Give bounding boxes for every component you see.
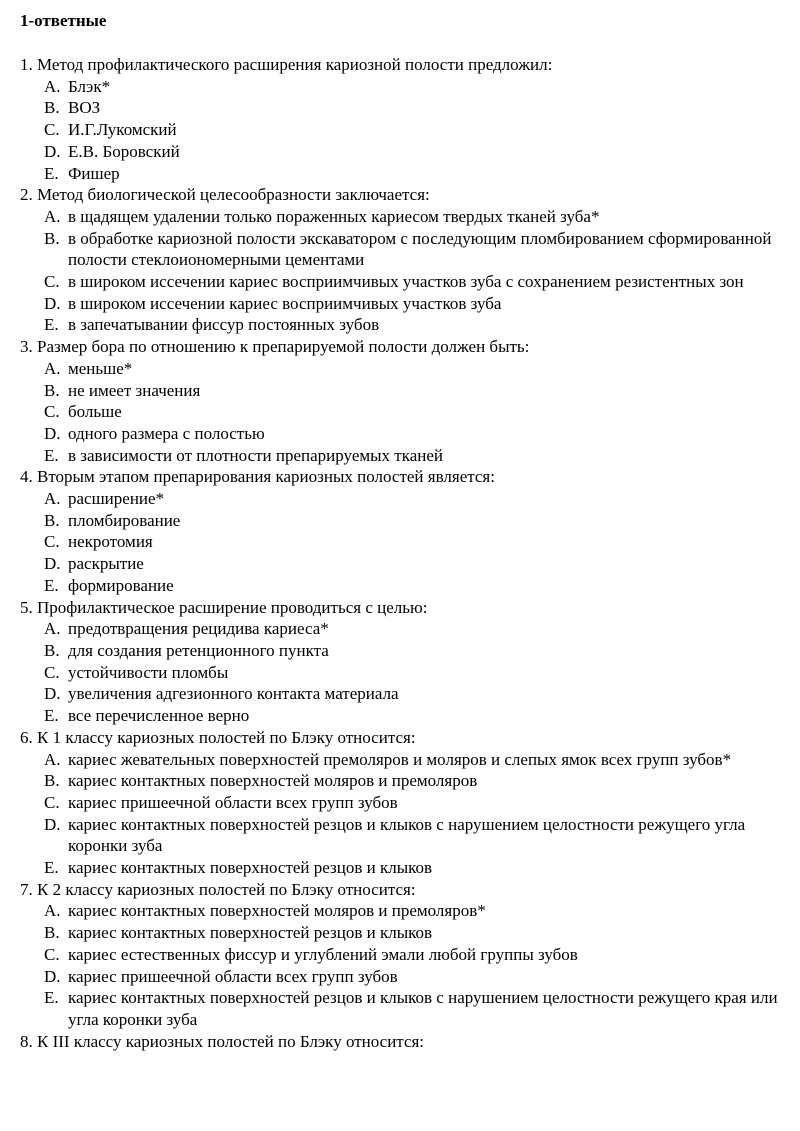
question-8 (20, 1031, 800, 1053)
option-letter: A. (44, 901, 61, 921)
option-text: в широком иссечении кариес восприимчивых участков зуба (68, 293, 502, 313)
option-letter: E. (44, 988, 59, 1008)
option-letter: E. (44, 315, 59, 335)
answer-option (20, 640, 800, 662)
answer-option (20, 163, 800, 185)
answer-option (20, 488, 800, 510)
option-text: кариес контактных поверхностей резцов и клыков (68, 858, 433, 878)
answer-option (20, 510, 800, 532)
option-letter: D. (44, 966, 61, 986)
option-letter: C. (44, 402, 60, 422)
answer-option (20, 380, 800, 402)
option-text: одного размера с полостью (68, 423, 265, 443)
option-letter: C. (44, 944, 60, 964)
option-letter: A. (44, 619, 61, 639)
answer-option (20, 662, 800, 684)
answer-option (20, 705, 800, 727)
answer-option (20, 531, 800, 553)
option-letter: A. (44, 749, 61, 769)
option-letter: D. (44, 814, 61, 834)
option-text: кариес жевательных поверхностей премоляров и моляров и слепых ямок всех групп зубов* (68, 749, 732, 769)
answer-option (20, 749, 800, 771)
option-text: расширение* (68, 489, 165, 509)
option-text: в зависимости от плотности препарируемых тканей (68, 445, 444, 465)
question-text: 5. Профилактическое расширение проводиться с целью: (20, 597, 428, 617)
option-letter: E. (44, 858, 59, 878)
option-letter: D. (44, 141, 61, 161)
option-list (20, 618, 800, 727)
option-letter: C. (44, 662, 60, 682)
answer-option (20, 553, 800, 575)
question-6 (20, 727, 800, 879)
question-text: 1. Метод профилактического расширения кариозной полости предложил: (20, 55, 553, 74)
answer-option (20, 141, 800, 163)
option-text: кариес контактных поверхностей резцов и клыков (68, 923, 433, 943)
option-text: в запечатывании фиссур постоянных зубов (68, 315, 380, 335)
question-text: 3. Размер бора по отношению к препарируемой полости должен быть: (20, 337, 530, 357)
option-letter: C. (44, 120, 60, 140)
option-text: Блэк* (68, 76, 111, 96)
option-letter: A. (44, 489, 61, 509)
option-list (20, 900, 800, 1030)
question-4 (20, 466, 800, 596)
option-letter: C. (44, 532, 60, 552)
answer-option (20, 944, 800, 966)
answer-option (20, 293, 800, 315)
option-text: кариес контактных поверхностей моляров и премоляров* (68, 901, 486, 921)
option-text: увеличения адгезионного контакта материала (68, 684, 399, 704)
option-text: раскрытие (68, 554, 144, 574)
answer-option (20, 618, 800, 640)
answer-option (20, 314, 800, 336)
answer-option (20, 575, 800, 597)
option-letter: E. (44, 445, 59, 465)
option-letter: E. (44, 163, 59, 183)
answer-option (20, 76, 800, 98)
option-letter: D. (44, 554, 61, 574)
option-text: в щадящем удалении только пораженных кариесом твердых тканей зуба* (68, 206, 600, 226)
answer-option (20, 445, 800, 467)
option-text: предотвращения рецидива кариеса* (68, 619, 329, 639)
option-letter: A. (44, 206, 61, 226)
option-list (20, 76, 800, 185)
option-letter: D. (44, 423, 61, 443)
option-text: некротомия (68, 532, 153, 552)
option-text: в обработке кариозной полости экскаватором с последующим пломбированием сформированной полости стеклоиономерными цементами (68, 228, 772, 270)
answer-option (20, 271, 800, 293)
question-5 (20, 597, 800, 727)
option-letter: A. (44, 76, 61, 96)
answer-option (20, 814, 800, 857)
answer-option (20, 119, 800, 141)
answer-option (20, 401, 800, 423)
option-letter: D. (44, 293, 61, 313)
option-text: кариес контактных поверхностей моляров и премоляров (68, 771, 478, 791)
answer-option (20, 206, 800, 228)
option-letter: A. (44, 358, 61, 378)
question-text: 4. Вторым этапом препарирования кариозных полостей является: (20, 467, 495, 487)
option-text: Е.В. Боровский (68, 141, 180, 161)
option-letter: B. (44, 640, 60, 660)
option-text: кариес пришеечной области всех групп зубов (68, 792, 398, 812)
option-text: кариес контактных поверхностей резцов и клыков с нарушением целостности режущего края или угла коронки зуба (68, 988, 778, 1029)
option-text: ВОЗ (68, 98, 101, 118)
question-text: 7. К 2 классу кариозных полостей по Блэку относится: (20, 879, 416, 899)
answer-option (20, 966, 800, 988)
option-list (20, 358, 800, 467)
question-text: 2. Метод биологической целесообразности заключается: (20, 185, 430, 205)
option-letter: B. (44, 228, 60, 248)
option-list (20, 488, 800, 597)
option-letter: D. (44, 684, 61, 704)
answer-option (20, 228, 800, 271)
question-list (20, 54, 800, 1052)
option-list (20, 749, 800, 879)
answer-option (20, 900, 800, 922)
answer-option (20, 97, 800, 119)
answer-option (20, 358, 800, 380)
option-text: пломбирование (68, 510, 181, 530)
answer-option (20, 792, 800, 814)
option-text: для создания ретенционного пункта (68, 640, 329, 660)
option-letter: B. (44, 923, 60, 943)
answer-option (20, 423, 800, 445)
option-list (20, 206, 800, 336)
option-text: устойчивости пломбы (68, 662, 229, 682)
option-text: не имеет значения (68, 380, 201, 400)
option-letter: B. (44, 771, 60, 791)
option-letter: C. (44, 792, 60, 812)
option-text: меньше* (68, 358, 133, 378)
document-title: 1-ответные (20, 11, 107, 30)
question-7 (20, 879, 800, 1031)
question-1 (20, 54, 800, 184)
option-letter: B. (44, 98, 60, 118)
option-letter: E. (44, 706, 59, 726)
option-text: кариес пришеечной области всех групп зубов (68, 966, 398, 986)
option-text: формирование (68, 575, 174, 595)
option-letter: B. (44, 510, 60, 530)
option-text: в широком иссечении кариес восприимчивых участков зуба с сохранением резистентных зон (68, 272, 744, 292)
answer-option (20, 987, 800, 1030)
answer-option (20, 857, 800, 879)
question-text: 8. К III классу кариозных полостей по Блэку относится: (20, 1031, 425, 1051)
option-text: кариес естественных фиссур и углублений эмали любой группы зубов (68, 944, 578, 964)
option-text: И.Г.Лукомский (68, 120, 177, 140)
question-3 (20, 336, 800, 466)
option-text: Фишер (68, 163, 120, 183)
option-text: кариес контактных поверхностей резцов и клыков с нарушением целостности режущего угла коронки зуба (68, 814, 746, 856)
answer-option (20, 770, 800, 792)
option-letter: E. (44, 575, 59, 595)
question-2 (20, 184, 800, 336)
question-text: 6. К 1 классу кариозных полостей по Блэку относится: (20, 727, 416, 747)
option-text: все перечисленное верно (68, 706, 250, 726)
option-letter: C. (44, 272, 60, 292)
option-text: больше (68, 402, 122, 422)
option-letter: B. (44, 380, 60, 400)
answer-option (20, 683, 800, 705)
answer-option (20, 922, 800, 944)
